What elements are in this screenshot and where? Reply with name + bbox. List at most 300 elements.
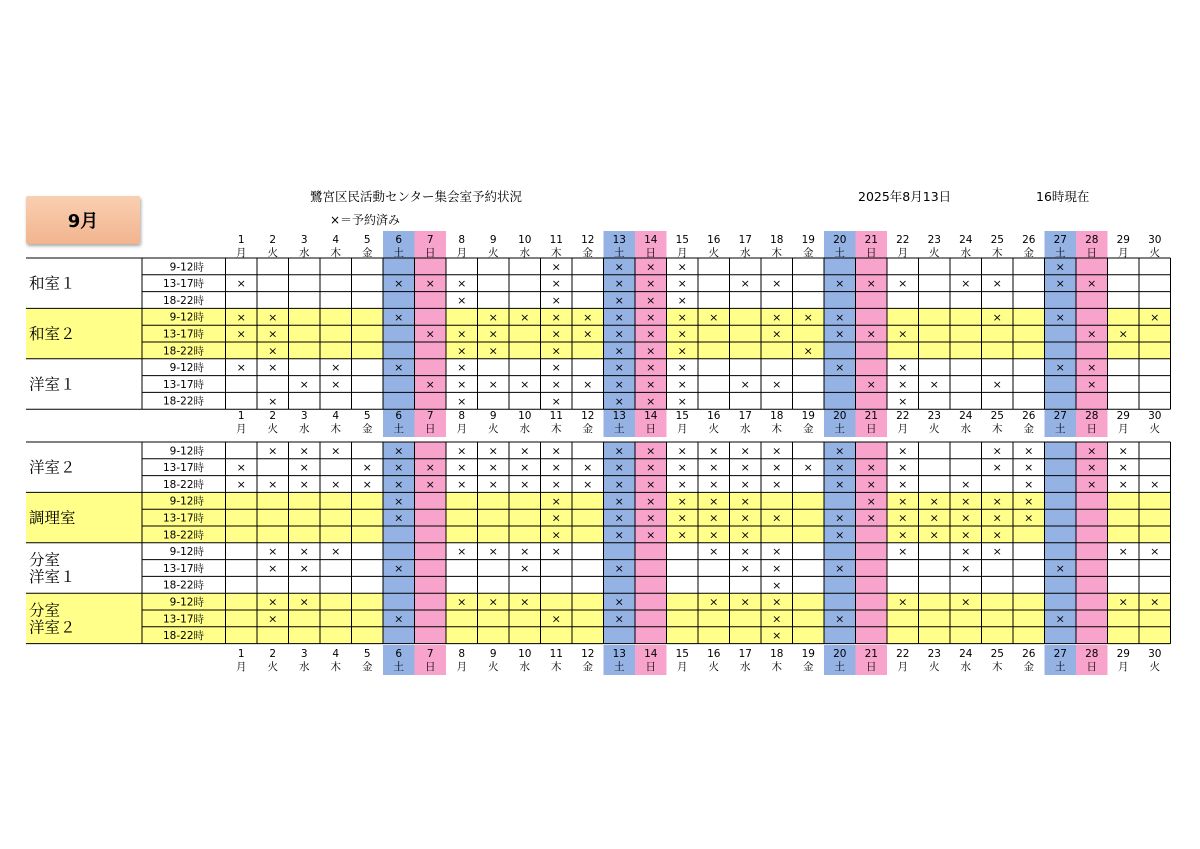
- weekday-label: 木: [330, 423, 341, 435]
- time-slot-label: 13-17時: [162, 378, 204, 391]
- day-number: 19: [801, 648, 815, 660]
- booked-mark: ×: [772, 310, 782, 324]
- booked-mark: ×: [1055, 310, 1065, 324]
- booked-mark: ×: [835, 528, 845, 542]
- booked-mark: ×: [457, 595, 467, 609]
- day-number: 18: [770, 410, 784, 422]
- day-number: 16: [707, 410, 721, 422]
- day-number: 12: [581, 648, 595, 660]
- booked-mark: ×: [425, 378, 435, 391]
- booked-mark: ×: [1118, 545, 1128, 559]
- day-number: 20: [833, 410, 847, 422]
- booked-mark: ×: [646, 528, 656, 542]
- day-number: 4: [332, 410, 340, 422]
- booked-mark: ×: [1055, 277, 1065, 291]
- booked-mark: ×: [740, 461, 750, 475]
- booked-mark: ×: [1055, 612, 1065, 626]
- day-number: 9: [489, 410, 497, 422]
- booked-mark: ×: [772, 277, 782, 291]
- day-number: 25: [990, 234, 1004, 246]
- booked-mark: ×: [551, 361, 561, 375]
- weekday-label: 水: [960, 423, 971, 435]
- weekday-label: 金: [362, 247, 373, 259]
- booked-mark: ×: [457, 394, 467, 408]
- day-number: 22: [896, 648, 910, 660]
- day-number: 27: [1053, 234, 1067, 246]
- booked-mark: ×: [614, 378, 624, 391]
- booked-mark: ×: [677, 444, 687, 458]
- booked-mark: ×: [646, 511, 656, 525]
- booked-mark: ×: [1055, 361, 1065, 375]
- booked-mark: ×: [551, 378, 561, 391]
- day-number: 28: [1085, 234, 1099, 246]
- booked-mark: ×: [268, 595, 278, 609]
- month-label: 9月: [67, 211, 99, 232]
- time-slot-label: 9-12時: [169, 596, 204, 609]
- weekday-label: 水: [299, 423, 310, 435]
- day-number: 10: [518, 234, 532, 246]
- booked-mark: ×: [488, 461, 498, 475]
- booked-mark: ×: [551, 310, 561, 324]
- weekday-label: 日: [1086, 661, 1097, 673]
- booked-mark: ×: [1055, 260, 1065, 274]
- day-number: 21: [864, 410, 878, 422]
- weekday-label: 水: [740, 423, 751, 435]
- booked-mark: ×: [866, 478, 876, 491]
- booked-mark: ×: [992, 461, 1002, 475]
- booked-mark: ×: [583, 378, 593, 391]
- weekday-label: 火: [1149, 661, 1160, 673]
- booked-mark: ×: [677, 378, 687, 391]
- booked-mark: ×: [835, 361, 845, 375]
- booked-mark: ×: [425, 277, 435, 291]
- booked-mark: ×: [551, 511, 561, 525]
- booked-mark: ×: [551, 478, 561, 491]
- day-number: 10: [518, 410, 532, 422]
- day-number: 15: [675, 410, 689, 422]
- booked-mark: ×: [614, 511, 624, 525]
- booked-mark: ×: [457, 327, 467, 341]
- booked-mark: ×: [835, 444, 845, 458]
- booked-mark: ×: [394, 511, 404, 525]
- booked-mark: ×: [425, 478, 435, 491]
- weekday-label: 火: [267, 661, 278, 673]
- weekday-label: 火: [488, 423, 499, 435]
- day-number: 2: [269, 648, 277, 660]
- booked-mark: ×: [1087, 327, 1097, 341]
- booked-mark: ×: [488, 378, 498, 391]
- booked-mark: ×: [772, 478, 782, 491]
- booked-mark: ×: [614, 277, 624, 291]
- booked-mark: ×: [457, 361, 467, 375]
- weekday-label: 日: [425, 661, 436, 673]
- weekday-label: 月: [897, 247, 908, 259]
- weekday-label: 月: [456, 423, 467, 435]
- day-number: 29: [1116, 234, 1130, 246]
- booked-mark: ×: [835, 612, 845, 626]
- day-number: 9: [489, 648, 497, 660]
- booked-mark: ×: [898, 511, 908, 525]
- booked-mark: ×: [740, 494, 750, 508]
- weekday-label: 日: [866, 661, 877, 673]
- weekday-label: 日: [425, 247, 436, 259]
- booked-mark: ×: [740, 378, 750, 391]
- day-number: 16: [707, 234, 721, 246]
- day-number: 13: [612, 410, 626, 422]
- booked-mark: ×: [772, 578, 782, 592]
- booked-mark: ×: [614, 478, 624, 491]
- day-number: 30: [1148, 410, 1162, 422]
- booked-mark: ×: [866, 277, 876, 291]
- weekday-label: 土: [1055, 423, 1066, 435]
- booked-mark: ×: [299, 562, 309, 575]
- booked-mark: ×: [394, 277, 404, 291]
- booked-mark: ×: [268, 361, 278, 375]
- booked-mark: ×: [677, 327, 687, 341]
- booked-mark: ×: [551, 461, 561, 475]
- weekday-label: 水: [960, 661, 971, 673]
- booked-mark: ×: [646, 327, 656, 341]
- booked-mark: ×: [1150, 310, 1160, 324]
- day-number: 2: [269, 234, 277, 246]
- booked-mark: ×: [677, 461, 687, 475]
- booked-mark: ×: [961, 511, 971, 525]
- booked-mark: ×: [646, 444, 656, 458]
- booked-mark: ×: [268, 545, 278, 559]
- time-slot-label: 13-17時: [162, 278, 204, 291]
- weekday-label: 月: [236, 661, 247, 673]
- report-date: 2025年8月13日: [858, 189, 952, 204]
- booked-mark: ×: [236, 478, 246, 491]
- booked-mark: ×: [425, 327, 435, 341]
- weekday-label: 土: [614, 247, 625, 259]
- booked-mark: ×: [803, 461, 813, 475]
- weekday-label: 月: [456, 661, 467, 673]
- booked-mark: ×: [992, 545, 1002, 559]
- time-slot-label: 9-12時: [169, 445, 204, 458]
- weekday-label: 火: [1149, 423, 1160, 435]
- time-slot-label: 18-22時: [162, 579, 204, 592]
- booked-mark: ×: [488, 595, 498, 609]
- day-number: 7: [426, 410, 434, 422]
- weekday-label: 火: [488, 247, 499, 259]
- weekday-label: 金: [362, 661, 373, 673]
- booked-mark: ×: [425, 461, 435, 475]
- day-number: 24: [959, 234, 973, 246]
- day-number: 30: [1148, 648, 1162, 660]
- day-number: 5: [363, 410, 371, 422]
- booked-mark: ×: [236, 310, 246, 324]
- weekday-label: 金: [362, 423, 373, 435]
- time-slot-label: 18-22時: [162, 294, 204, 307]
- booked-mark: ×: [520, 478, 530, 491]
- weekday-label: 木: [551, 247, 562, 259]
- booked-mark: ×: [992, 277, 1002, 291]
- day-number: 11: [549, 234, 563, 246]
- booked-mark: ×: [520, 461, 530, 475]
- booked-mark: ×: [1055, 562, 1065, 575]
- booked-mark: ×: [394, 461, 404, 475]
- day-number: 7: [426, 234, 434, 246]
- day-number: 29: [1116, 648, 1130, 660]
- booked-mark: ×: [1087, 461, 1097, 475]
- booked-mark: ×: [520, 378, 530, 391]
- booked-mark: ×: [1087, 378, 1097, 391]
- booked-mark: ×: [646, 394, 656, 408]
- booked-mark: ×: [866, 461, 876, 475]
- day-number: 28: [1085, 648, 1099, 660]
- day-number: 19: [801, 410, 815, 422]
- booked-mark: ×: [709, 528, 719, 542]
- booked-mark: ×: [1024, 444, 1034, 458]
- booked-mark: ×: [772, 511, 782, 525]
- weekday-label: 金: [803, 661, 814, 673]
- booked-mark: ×: [614, 294, 624, 307]
- weekday-label: 火: [929, 247, 940, 259]
- time-slot-label: 18-22時: [162, 395, 204, 408]
- booked-mark: ×: [236, 277, 246, 291]
- booked-mark: ×: [992, 494, 1002, 508]
- booked-mark: ×: [709, 444, 719, 458]
- booked-mark: ×: [268, 310, 278, 324]
- day-number: 5: [363, 234, 371, 246]
- day-number: 13: [612, 234, 626, 246]
- booked-mark: ×: [961, 494, 971, 508]
- weekday-label: 日: [425, 423, 436, 435]
- day-number: 20: [833, 234, 847, 246]
- weekday-label: 火: [488, 661, 499, 673]
- booked-mark: ×: [331, 378, 341, 391]
- weekday-label: 日: [645, 247, 656, 259]
- day-number: 3: [300, 410, 308, 422]
- booked-mark: ×: [268, 612, 278, 626]
- booked-mark: ×: [835, 310, 845, 324]
- day-number: 6: [395, 234, 403, 246]
- weekday-label: 土: [393, 661, 404, 673]
- room-name: 洋室１: [29, 568, 76, 586]
- time-slot-label: 13-17時: [162, 512, 204, 525]
- booked-mark: ×: [1150, 595, 1160, 609]
- weekday-label: 水: [960, 247, 971, 259]
- day-number: 14: [644, 410, 658, 422]
- booked-mark: ×: [488, 478, 498, 491]
- booked-mark: ×: [299, 478, 309, 491]
- booked-mark: ×: [646, 310, 656, 324]
- weekday-label: 火: [929, 661, 940, 673]
- booked-mark: ×: [772, 461, 782, 475]
- weekday-label: 月: [897, 661, 908, 673]
- booked-mark: ×: [709, 478, 719, 491]
- booked-mark: ×: [551, 260, 561, 274]
- booked-mark: ×: [1118, 444, 1128, 458]
- time-slot-label: 18-22時: [162, 345, 204, 358]
- booked-mark: ×: [803, 310, 813, 324]
- booked-mark: ×: [394, 361, 404, 375]
- weekday-label: 木: [330, 661, 341, 673]
- booked-mark: ×: [488, 344, 498, 358]
- booked-mark: ×: [551, 612, 561, 626]
- weekday-label: 木: [771, 423, 782, 435]
- booked-mark: ×: [1087, 361, 1097, 375]
- booked-mark: ×: [520, 444, 530, 458]
- weekday-label: 火: [708, 423, 719, 435]
- booked-mark: ×: [929, 378, 939, 391]
- booked-mark: ×: [709, 545, 719, 559]
- time-slot-label: 13-17時: [162, 562, 204, 575]
- booked-mark: ×: [457, 378, 467, 391]
- booked-mark: ×: [772, 545, 782, 559]
- day-number: 6: [395, 648, 403, 660]
- time-slot-label: 13-17時: [162, 613, 204, 626]
- booked-mark: ×: [961, 277, 971, 291]
- booked-mark: ×: [677, 394, 687, 408]
- weekday-label: 火: [1149, 247, 1160, 259]
- time-slot-label: 9-12時: [169, 546, 204, 559]
- weekday-label: 日: [645, 661, 656, 673]
- booked-mark: ×: [772, 378, 782, 391]
- weekday-label: 水: [299, 247, 310, 259]
- booked-mark: ×: [677, 528, 687, 542]
- booked-mark: ×: [835, 277, 845, 291]
- day-number: 6: [395, 410, 403, 422]
- weekday-label: 水: [519, 247, 530, 259]
- booked-mark: ×: [457, 277, 467, 291]
- booked-mark: ×: [268, 444, 278, 458]
- day-number: 14: [644, 648, 658, 660]
- day-number: 13: [612, 648, 626, 660]
- time-slot-label: 18-22時: [162, 529, 204, 542]
- booked-mark: ×: [866, 378, 876, 391]
- booked-mark: ×: [772, 444, 782, 458]
- weekday-label: 水: [519, 423, 530, 435]
- booked-mark: ×: [929, 528, 939, 542]
- booked-mark: ×: [929, 494, 939, 508]
- day-number: 29: [1116, 410, 1130, 422]
- booked-mark: ×: [268, 562, 278, 575]
- booked-mark: ×: [709, 310, 719, 324]
- booked-mark: ×: [551, 327, 561, 341]
- booked-mark: ×: [677, 511, 687, 525]
- weekday-label: 木: [771, 247, 782, 259]
- day-number: 1: [237, 410, 245, 422]
- day-number: 24: [959, 410, 973, 422]
- weekday-label: 土: [834, 247, 845, 259]
- day-number: 27: [1053, 410, 1067, 422]
- day-number: 17: [738, 410, 752, 422]
- day-number: 11: [549, 410, 563, 422]
- room-name: 洋室２: [29, 458, 76, 477]
- booked-mark: ×: [394, 478, 404, 491]
- booked-mark: ×: [709, 595, 719, 609]
- booked-mark: ×: [835, 562, 845, 575]
- booked-mark: ×: [677, 494, 687, 508]
- booked-mark: ×: [583, 327, 593, 341]
- booked-mark: ×: [992, 378, 1002, 391]
- weekday-label: 金: [1023, 661, 1034, 673]
- booked-mark: ×: [488, 545, 498, 559]
- booked-mark: ×: [551, 344, 561, 358]
- weekday-label: 水: [299, 661, 310, 673]
- room-name: 洋室１: [29, 375, 76, 394]
- booked-mark: ×: [1087, 277, 1097, 291]
- booked-mark: ×: [898, 327, 908, 341]
- time-slot-label: 9-12時: [169, 495, 204, 508]
- day-number: 5: [363, 648, 371, 660]
- booked-mark: ×: [677, 294, 687, 307]
- booked-mark: ×: [898, 595, 908, 609]
- booked-mark: ×: [488, 327, 498, 341]
- booked-mark: ×: [709, 461, 719, 475]
- time-slot-label: 9-12時: [169, 311, 204, 324]
- booked-mark: ×: [740, 528, 750, 542]
- time-slot-label: 13-17時: [162, 462, 204, 475]
- booked-mark: ×: [551, 494, 561, 508]
- booked-mark: ×: [961, 595, 971, 609]
- room-name: 和室１: [29, 274, 76, 293]
- booked-mark: ×: [614, 260, 624, 274]
- weekday-label: 木: [992, 247, 1003, 259]
- booked-mark: ×: [646, 260, 656, 274]
- weekday-label: 月: [1118, 423, 1129, 435]
- booked-mark: ×: [1024, 461, 1034, 475]
- booked-mark: ×: [614, 494, 624, 508]
- weekday-label: 木: [330, 247, 341, 259]
- booked-mark: ×: [992, 444, 1002, 458]
- day-number: 25: [990, 648, 1004, 660]
- booked-mark: ×: [394, 494, 404, 508]
- booked-mark: ×: [898, 394, 908, 408]
- day-number: 14: [644, 234, 658, 246]
- weekday-label: 日: [1086, 423, 1097, 435]
- day-number: 12: [581, 410, 595, 422]
- weekday-label: 金: [582, 661, 593, 673]
- day-number: 18: [770, 234, 784, 246]
- booked-mark: ×: [835, 478, 845, 491]
- booked-mark: ×: [268, 327, 278, 341]
- time-slot-label: 18-22時: [162, 630, 204, 643]
- time-slot-label: 13-17時: [162, 328, 204, 341]
- booked-mark: ×: [992, 310, 1002, 324]
- booked-mark: ×: [1024, 478, 1034, 491]
- day-number: 12: [581, 234, 595, 246]
- booked-mark: ×: [236, 327, 246, 341]
- booked-mark: ×: [583, 478, 593, 491]
- day-number: 26: [1022, 410, 1036, 422]
- booked-mark: ×: [331, 444, 341, 458]
- weekday-label: 金: [1023, 247, 1034, 259]
- booked-mark: ×: [1118, 595, 1128, 609]
- booked-mark: ×: [709, 511, 719, 525]
- day-number: 28: [1085, 410, 1099, 422]
- booked-mark: ×: [1024, 511, 1034, 525]
- booked-mark: ×: [394, 562, 404, 575]
- day-number: 23: [927, 648, 941, 660]
- booked-mark: ×: [646, 494, 656, 508]
- booked-mark: ×: [551, 277, 561, 291]
- booked-mark: ×: [457, 461, 467, 475]
- booked-mark: ×: [677, 361, 687, 375]
- room-name: 洋室２: [29, 618, 76, 637]
- booked-mark: ×: [992, 511, 1002, 525]
- booked-mark: ×: [520, 545, 530, 559]
- booked-mark: ×: [898, 461, 908, 475]
- booked-mark: ×: [614, 344, 624, 358]
- page-title: 鷺宮区民活動センター集会室予約状況: [310, 189, 523, 204]
- day-number: 16: [707, 648, 721, 660]
- day-number: 18: [770, 648, 784, 660]
- weekday-label: 月: [236, 423, 247, 435]
- booked-mark: ×: [740, 545, 750, 559]
